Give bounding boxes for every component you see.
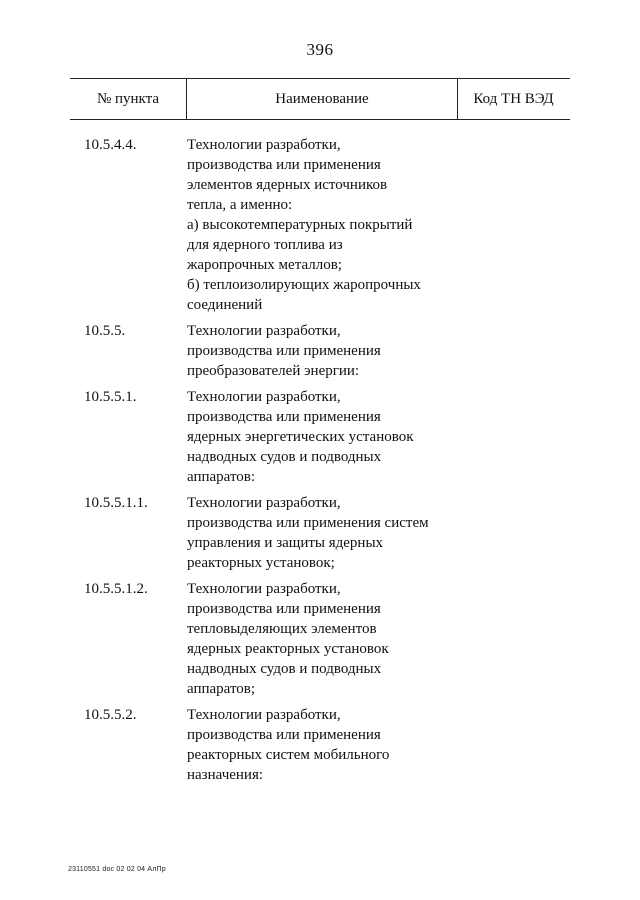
description-line: а) высокотемпературных покрытий <box>187 217 413 233</box>
document-footer-code: 23110551 doc 02 02 04 АлПр <box>68 866 166 873</box>
item-description <box>187 493 477 573</box>
description-line: аппаратов; <box>187 681 256 697</box>
description-line: для ядерного топлива из <box>187 237 343 253</box>
description-line: Технологии разработки, <box>187 495 341 511</box>
item-description <box>187 579 477 699</box>
description-line: производства или применения <box>187 409 381 425</box>
description-line: Технологии разработки, <box>187 707 341 723</box>
header-tnved-code: Код ТН ВЭД <box>473 91 554 107</box>
item-number: 10.5.4.4. <box>84 137 137 153</box>
item-number: 10.5.5.1.2. <box>84 581 148 597</box>
description-line: производства или применения <box>187 727 381 743</box>
table-row <box>70 135 570 315</box>
table-body <box>70 135 570 791</box>
table-row <box>70 705 570 785</box>
description-line: производства или применения <box>187 343 381 359</box>
item-number: 10.5.5.1.1. <box>84 495 148 511</box>
description-line: Технологии разработки, <box>187 581 341 597</box>
item-number: 10.5.5. <box>84 323 126 339</box>
item-description <box>187 321 477 381</box>
description-line: производства или применения систем <box>187 515 429 531</box>
item-description <box>187 705 477 785</box>
description-line: жаропрочных металлов; <box>187 257 342 273</box>
table-row <box>70 387 570 487</box>
description-line: реакторных систем мобильного <box>187 747 390 763</box>
table-row <box>70 579 570 699</box>
description-line: назначения: <box>187 767 264 783</box>
description-line: надводных судов и подводных <box>187 661 382 677</box>
description-line: б) теплоизолирующих жаропрочных <box>187 277 421 293</box>
description-line: соединений <box>187 297 263 313</box>
description-line: реакторных установок; <box>187 555 335 571</box>
item-number: 10.5.5.2. <box>84 707 137 723</box>
description-line: ядерных энергетических установок <box>187 429 414 445</box>
item-number: 10.5.5.1. <box>84 389 137 405</box>
description-line: тепла, а именно: <box>187 197 293 213</box>
item-description <box>187 135 477 315</box>
description-line: Технологии разработки, <box>187 323 341 339</box>
description-line: тепловыделяющих элементов <box>187 621 377 637</box>
description-line: производства или применения <box>187 601 381 617</box>
description-line: Технологии разработки, <box>187 137 341 153</box>
table-header <box>70 78 570 120</box>
description-line: аппаратов: <box>187 469 256 485</box>
table-row <box>70 493 570 573</box>
table-row <box>70 321 570 381</box>
description-line: надводных судов и подводных <box>187 449 382 465</box>
header-item-number: № пункта <box>96 91 160 107</box>
item-description <box>187 387 477 487</box>
description-line: преобразователей энергии: <box>187 363 360 379</box>
description-line: элементов ядерных источников <box>187 177 388 193</box>
header-name: Наименование <box>186 79 458 119</box>
description-line: управления и защиты ядерных <box>187 535 384 551</box>
description-line: Технологии разработки, <box>187 389 341 405</box>
description-line: производства или применения <box>187 157 381 173</box>
page-number: 396 <box>306 40 334 59</box>
description-line: ядерных реакторных установок <box>187 641 389 657</box>
